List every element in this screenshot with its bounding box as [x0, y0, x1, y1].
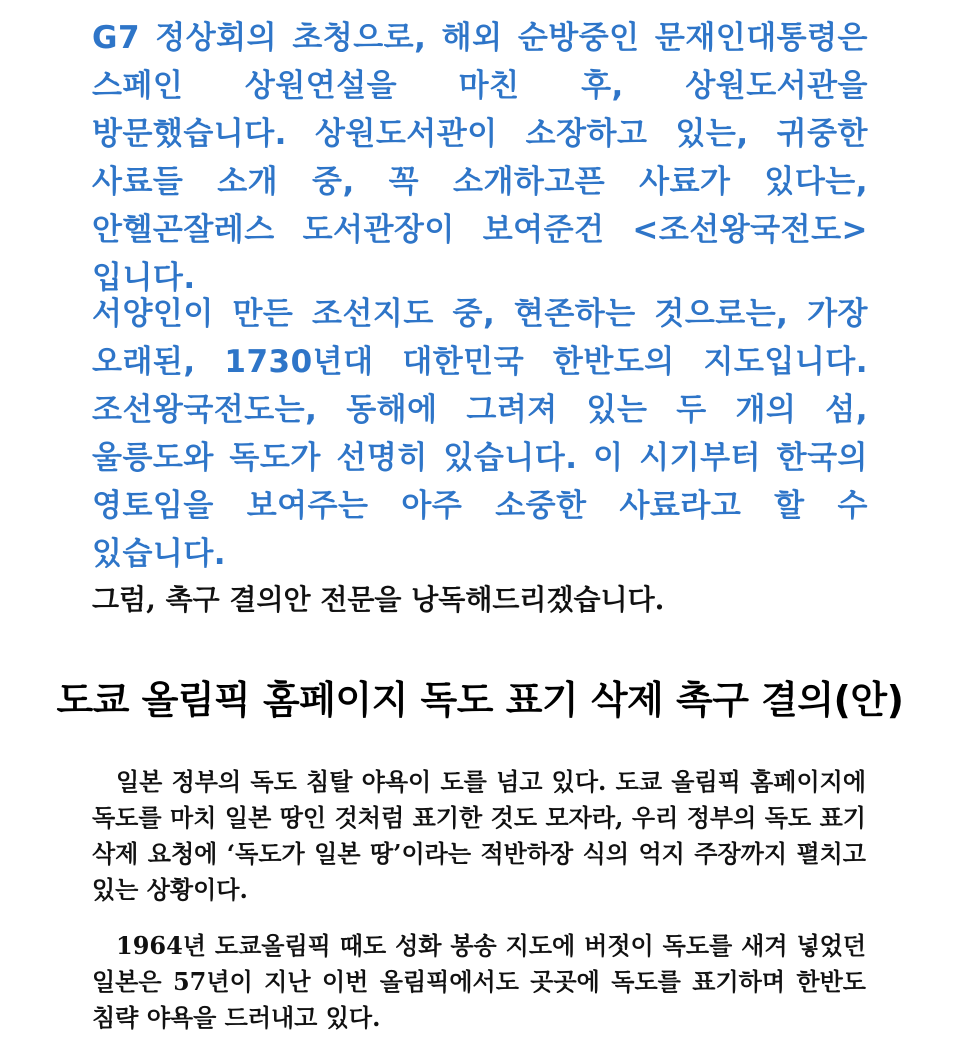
intro-line: 그럼, 촉구 결의안 전문을 낭독해드리겠습니다.	[92, 583, 665, 616]
resolution-paragraph-2: 1964년 도쿄올림픽 때도 성화 봉송 지도에 버젓이 독도를 새겨 넣었던 일본은 57년이 지난 이번 올림픽에서도 곳곳에 독도를 표기하며 한반도 침략 야욕을 드러내고 있다.	[92, 931, 866, 1032]
resolution-title: 도쿄 올림픽 홈페이지 독도 표기 삭제 촉구 결의(안)	[56, 678, 904, 722]
blue-paragraph-1: G7 정상회의 초청으로, 해외 순방중인 문재인대통령은 스페인 상원연설을 마친 후, 상원도서관을 방문했습니다. 상원도서관이 소장하고 있는, 귀중한 사료들 소개 중, 꼭 소개하고픈 사료가 있다는, 안헬곤잘레스 도서관장이 보여준건 <조선왕국전도>입니다.	[92, 20, 868, 296]
blue-paragraph-2: 서양인이 만든 조선지도 중, 현존하는 것으로는, 가장 오래된, 1730년대 대한민국 한반도의 지도입니다. 조선왕국전도는, 동해에 그려져 있는 두 개의 섬, 울릉도와 독도가 선명히 있습니다. 이 시기부터 한국의 영토임을 보여주는 아주 소중한 사료라고 할 수 있습니다.	[92, 296, 868, 572]
resolution-paragraph-1: 일본 정부의 독도 침탈 야욕이 도를 넘고 있다. 도쿄 올림픽 홈페이지에 독도를 마치 일본 땅인 것처럼 표기한 것도 모자라, 우리 정부의 독도 표기 삭제 요청에 ‘독도가 일본 땅’이라는 적반하장 식의 억지 주장까지 펼치고 있는 상황이다.	[92, 767, 866, 904]
